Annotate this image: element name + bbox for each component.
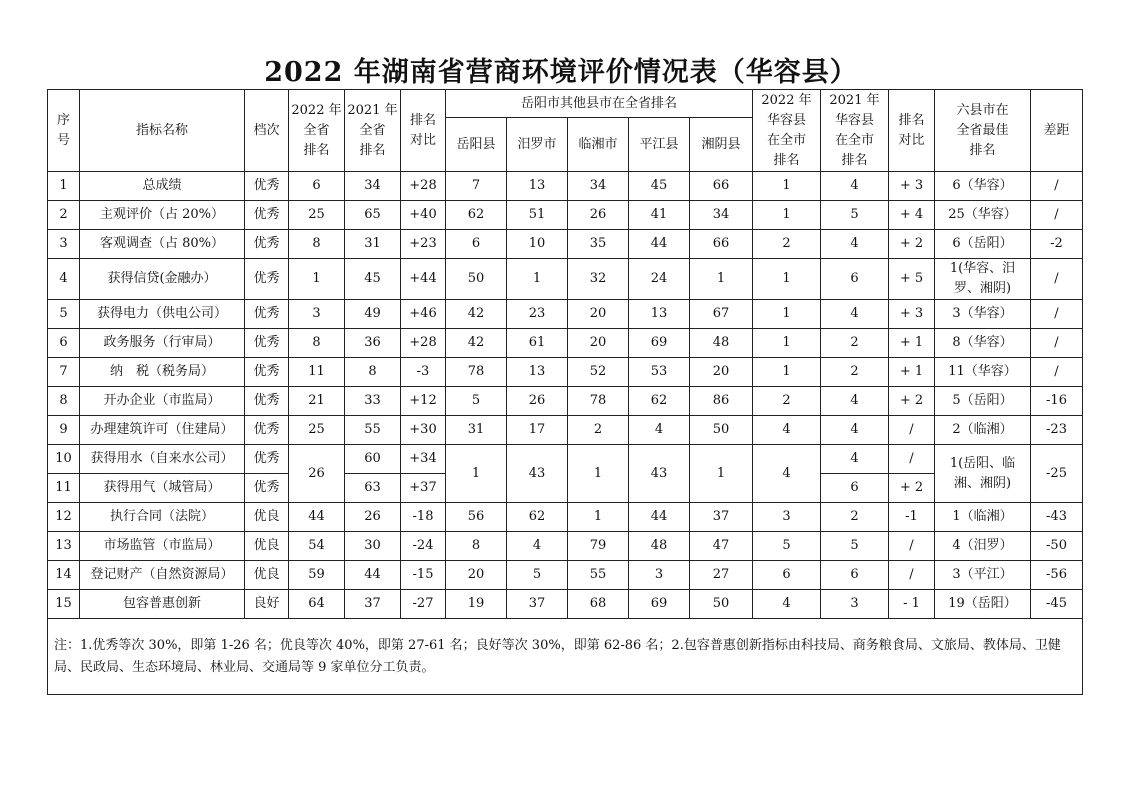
cell-linxiang: 1: [568, 503, 629, 532]
cell-pingjiang: 48: [629, 532, 690, 561]
cell-xiangyin: 1: [690, 445, 753, 503]
cell-city2021: 2: [821, 503, 889, 532]
cell-seq: 5: [48, 300, 80, 329]
cell-best-rank: 1（临湘）: [935, 503, 1031, 532]
cell-grade: 优秀: [245, 474, 289, 503]
cell-linxiang: 55: [568, 561, 629, 590]
cell-rank2022: 3: [289, 300, 345, 329]
cell-gap: -2: [1031, 230, 1083, 259]
cell-best-rank: 11（华容）: [935, 358, 1031, 387]
cell-linxiang: 52: [568, 358, 629, 387]
cell-rank2022: 25: [289, 416, 345, 445]
cell-city2022: 1: [753, 358, 821, 387]
cell-indicator-name: 开办企业（市监局）: [80, 387, 245, 416]
cell-city2022: 1: [753, 201, 821, 230]
cell-city2021: 4: [821, 387, 889, 416]
cell-grade: 优秀: [245, 358, 289, 387]
cell-linxiang: 78: [568, 387, 629, 416]
cell-city2022: 1: [753, 172, 821, 201]
cell-city2021: 5: [821, 532, 889, 561]
cell-pingjiang: 44: [629, 230, 690, 259]
cell-rank2022: 64: [289, 590, 345, 619]
cell-rank2022: 21: [289, 387, 345, 416]
cell-gap: /: [1031, 201, 1083, 230]
cell-linxiang: 34: [568, 172, 629, 201]
cell-grade: 优良: [245, 561, 289, 590]
cell-indicator-name: 执行合同（法院）: [80, 503, 245, 532]
evaluation-table: [47, 89, 1083, 695]
cell-seq: 2: [48, 201, 80, 230]
table-row: [48, 445, 1083, 474]
cell-pingjiang: 3: [629, 561, 690, 590]
header-rank2021: 2021 年 全省 排名: [345, 90, 401, 172]
cell-grade: 优秀: [245, 230, 289, 259]
cell-city2022: 1: [753, 300, 821, 329]
cell-grade: 优秀: [245, 259, 289, 300]
header-seq: 序 号: [48, 90, 80, 172]
cell-rank2021: 55: [345, 416, 401, 445]
cell-rank-compare: +40: [401, 201, 446, 230]
cell-rank2021: 8: [345, 358, 401, 387]
cell-city-compare: + 3: [889, 300, 935, 329]
cell-indicator-name: 政务服务（行审局）: [80, 329, 245, 358]
cell-linxiang: 20: [568, 329, 629, 358]
cell-yueyang: 78: [446, 358, 507, 387]
cell-rank2021: 34: [345, 172, 401, 201]
cell-city-compare: /: [889, 416, 935, 445]
cell-xiangyin: 50: [690, 590, 753, 619]
cell-pingjiang: 4: [629, 416, 690, 445]
cell-rank2022: 8: [289, 329, 345, 358]
cell-city2022: 5: [753, 532, 821, 561]
header-grade: 档次: [245, 90, 289, 172]
cell-gap: /: [1031, 300, 1083, 329]
cell-city2022: 2: [753, 387, 821, 416]
cell-miluo: 17: [507, 416, 568, 445]
cell-linxiang: 32: [568, 259, 629, 300]
cell-indicator-name: 获得用水（自来水公司）: [80, 445, 245, 474]
cell-linxiang: 20: [568, 300, 629, 329]
cell-city2022: 6: [753, 561, 821, 590]
cell-pingjiang: 41: [629, 201, 690, 230]
cell-yueyang: 20: [446, 561, 507, 590]
header-name: 指标名称: [80, 90, 245, 172]
cell-gap: -16: [1031, 387, 1083, 416]
header-county: 汨罗市: [507, 118, 568, 172]
cell-city2021: 4: [821, 416, 889, 445]
cell-best-rank: 4（汨罗）: [935, 532, 1031, 561]
header-rank2022: 2022 年 全省 排名: [289, 90, 345, 172]
cell-city2022: 4: [753, 445, 821, 503]
cell-rank2022: 59: [289, 561, 345, 590]
cell-indicator-name: 客观调查（占 80%）: [80, 230, 245, 259]
cell-pingjiang: 69: [629, 329, 690, 358]
cell-rank2022: 6: [289, 172, 345, 201]
cell-rank2021: 30: [345, 532, 401, 561]
cell-miluo: 5: [507, 561, 568, 590]
header-group: 岳阳市其他县市在全省排名: [446, 90, 753, 118]
cell-yueyang: 42: [446, 329, 507, 358]
cell-rank-compare: -15: [401, 561, 446, 590]
cell-city2021: 4: [821, 300, 889, 329]
cell-xiangyin: 66: [690, 172, 753, 201]
cell-grade: 优秀: [245, 387, 289, 416]
cell-indicator-name: 主观评价（占 20%）: [80, 201, 245, 230]
cell-gap: -45: [1031, 590, 1083, 619]
cell-city-compare: + 2: [889, 474, 935, 503]
cell-rank-compare: -24: [401, 532, 446, 561]
note-row: [48, 619, 1083, 695]
table-note: 注：1.优秀等次 30%，即第 1-26 名；优良等次 40%，即第 27-61 名；良好等次 30%，即第 62-86 名；2.包容普惠创新指标由科技局、商务粮食局、文旅局、教体局、卫健局、民政局、生态环境局、林业局、交通局等 9 家单位分工负责。: [48, 619, 1083, 695]
cell-miluo: 1: [507, 259, 568, 300]
table-row: [48, 387, 1083, 416]
cell-seq: 3: [48, 230, 80, 259]
cell-city-compare: + 2: [889, 387, 935, 416]
cell-rank2021: 63: [345, 474, 401, 503]
cell-seq: 8: [48, 387, 80, 416]
cell-seq: 7: [48, 358, 80, 387]
cell-rank-compare: -3: [401, 358, 446, 387]
cell-city2021: 6: [821, 259, 889, 300]
cell-city-compare: + 1: [889, 358, 935, 387]
cell-yueyang: 31: [446, 416, 507, 445]
cell-city2022: 1: [753, 329, 821, 358]
cell-best-rank: 3（平江）: [935, 561, 1031, 590]
cell-linxiang: 1: [568, 445, 629, 503]
cell-best-rank: 2（临湘）: [935, 416, 1031, 445]
cell-seq: 11: [48, 474, 80, 503]
cell-pingjiang: 45: [629, 172, 690, 201]
cell-xiangyin: 50: [690, 416, 753, 445]
cell-city2021: 6: [821, 474, 889, 503]
cell-city2021: 5: [821, 201, 889, 230]
cell-xiangyin: 47: [690, 532, 753, 561]
cell-pingjiang: 53: [629, 358, 690, 387]
table-row: [48, 300, 1083, 329]
cell-rank2022: 11: [289, 358, 345, 387]
cell-linxiang: 26: [568, 201, 629, 230]
cell-gap: -25: [1031, 445, 1083, 503]
cell-miluo: 23: [507, 300, 568, 329]
cell-rank2021: 37: [345, 590, 401, 619]
cell-grade: 优良: [245, 503, 289, 532]
cell-linxiang: 35: [568, 230, 629, 259]
cell-rank2021: 65: [345, 201, 401, 230]
cell-xiangyin: 37: [690, 503, 753, 532]
cell-best-rank: 19（岳阳）: [935, 590, 1031, 619]
cell-city2021: 3: [821, 590, 889, 619]
cell-city2022: 4: [753, 416, 821, 445]
cell-rank-compare: +46: [401, 300, 446, 329]
cell-best-rank: 1(华容、汨 罗、湘阴): [935, 259, 1031, 300]
cell-rank2022: 26: [289, 445, 345, 503]
header-county: 岳阳县: [446, 118, 507, 172]
cell-xiangyin: 67: [690, 300, 753, 329]
cell-yueyang: 19: [446, 590, 507, 619]
cell-yueyang: 1: [446, 445, 507, 503]
cell-seq: 10: [48, 445, 80, 474]
table-row: [48, 329, 1083, 358]
cell-rank-compare: -18: [401, 503, 446, 532]
cell-rank2021: 44: [345, 561, 401, 590]
cell-pingjiang: 24: [629, 259, 690, 300]
cell-rank-compare: +23: [401, 230, 446, 259]
cell-city2021: 4: [821, 445, 889, 474]
cell-city2021: 4: [821, 172, 889, 201]
cell-linxiang: 79: [568, 532, 629, 561]
header-city-compare: 排名 对比: [889, 90, 935, 172]
cell-grade: 优秀: [245, 300, 289, 329]
cell-city-compare: + 5: [889, 259, 935, 300]
cell-city-compare: - 1: [889, 590, 935, 619]
cell-seq: 14: [48, 561, 80, 590]
cell-city-compare: + 2: [889, 230, 935, 259]
cell-miluo: 4: [507, 532, 568, 561]
cell-seq: 4: [48, 259, 80, 300]
cell-city2021: 2: [821, 358, 889, 387]
cell-rank-compare: +28: [401, 329, 446, 358]
cell-yueyang: 6: [446, 230, 507, 259]
table-row: [48, 416, 1083, 445]
table-row: [48, 230, 1083, 259]
cell-indicator-name: 获得用气（城管局）: [80, 474, 245, 503]
cell-grade: 优秀: [245, 445, 289, 474]
cell-seq: 1: [48, 172, 80, 201]
cell-yueyang: 5: [446, 387, 507, 416]
cell-gap: -50: [1031, 532, 1083, 561]
cell-pingjiang: 44: [629, 503, 690, 532]
cell-xiangyin: 86: [690, 387, 753, 416]
cell-city-compare: -1: [889, 503, 935, 532]
table-row: [48, 503, 1083, 532]
cell-gap: /: [1031, 358, 1083, 387]
cell-miluo: 13: [507, 172, 568, 201]
cell-rank2021: 60: [345, 445, 401, 474]
cell-indicator-name: 总成绩: [80, 172, 245, 201]
cell-xiangyin: 48: [690, 329, 753, 358]
cell-yueyang: 50: [446, 259, 507, 300]
cell-miluo: 26: [507, 387, 568, 416]
header-compare: 排名 对比: [401, 90, 446, 172]
cell-city2022: 1: [753, 259, 821, 300]
cell-rank-compare: +37: [401, 474, 446, 503]
cell-miluo: 61: [507, 329, 568, 358]
cell-yueyang: 7: [446, 172, 507, 201]
cell-grade: 优秀: [245, 416, 289, 445]
cell-gap: /: [1031, 329, 1083, 358]
cell-grade: 优良: [245, 532, 289, 561]
cell-rank2022: 25: [289, 201, 345, 230]
cell-miluo: 13: [507, 358, 568, 387]
cell-indicator-name: 包容普惠创新: [80, 590, 245, 619]
cell-yueyang: 8: [446, 532, 507, 561]
cell-city-compare: + 3: [889, 172, 935, 201]
cell-grade: 优秀: [245, 201, 289, 230]
page-title: 2022 年湖南省营商环境评价情况表（华容县）: [264, 57, 858, 88]
cell-rank2021: 45: [345, 259, 401, 300]
table-row: [48, 172, 1083, 201]
cell-seq: 9: [48, 416, 80, 445]
cell-gap: /: [1031, 172, 1083, 201]
cell-seq: 6: [48, 329, 80, 358]
table-row: [48, 358, 1083, 387]
cell-best-rank: 25（华容）: [935, 201, 1031, 230]
cell-xiangyin: 34: [690, 201, 753, 230]
table-row: [48, 532, 1083, 561]
cell-rank2022: 8: [289, 230, 345, 259]
cell-city-compare: /: [889, 561, 935, 590]
cell-city2022: 2: [753, 230, 821, 259]
cell-linxiang: 68: [568, 590, 629, 619]
table-row: [48, 259, 1083, 300]
cell-miluo: 62: [507, 503, 568, 532]
cell-gap: -56: [1031, 561, 1083, 590]
cell-best-rank: 6（华容）: [935, 172, 1031, 201]
cell-best-rank: 5（岳阳）: [935, 387, 1031, 416]
cell-indicator-name: 登记财产（自然资源局）: [80, 561, 245, 590]
header-gap: 差距: [1031, 90, 1083, 172]
cell-rank-compare: -27: [401, 590, 446, 619]
cell-city2021: 4: [821, 230, 889, 259]
cell-yueyang: 62: [446, 201, 507, 230]
cell-xiangyin: 27: [690, 561, 753, 590]
cell-city2021: 2: [821, 329, 889, 358]
table-row: [48, 201, 1083, 230]
cell-city-compare: + 1: [889, 329, 935, 358]
header-county: 平江县: [629, 118, 690, 172]
cell-miluo: 37: [507, 590, 568, 619]
cell-city-compare: /: [889, 445, 935, 474]
header-county: 临湘市: [568, 118, 629, 172]
cell-indicator-name: 获得电力（供电公司）: [80, 300, 245, 329]
cell-rank2022: 44: [289, 503, 345, 532]
cell-xiangyin: 66: [690, 230, 753, 259]
cell-seq: 13: [48, 532, 80, 561]
cell-grade: 优秀: [245, 329, 289, 358]
cell-indicator-name: 市场监管（市监局）: [80, 532, 245, 561]
cell-rank-compare: +28: [401, 172, 446, 201]
cell-city2021: 6: [821, 561, 889, 590]
cell-grade: 优秀: [245, 172, 289, 201]
header-best: 六县市在 全省最佳 排名: [935, 90, 1031, 172]
header-city2021: 2021 年 华容县 在全市 排名: [821, 90, 889, 172]
cell-miluo: 10: [507, 230, 568, 259]
cell-rank2021: 49: [345, 300, 401, 329]
cell-pingjiang: 62: [629, 387, 690, 416]
cell-indicator-name: 办理建筑许可（住建局）: [80, 416, 245, 445]
cell-city-compare: /: [889, 532, 935, 561]
cell-miluo: 43: [507, 445, 568, 503]
cell-rank-compare: +44: [401, 259, 446, 300]
cell-city2022: 4: [753, 590, 821, 619]
cell-best-rank: 8（华容）: [935, 329, 1031, 358]
cell-best-rank: 1(岳阳、临 湘、湘阴): [935, 445, 1031, 503]
cell-grade: 良好: [245, 590, 289, 619]
cell-xiangyin: 20: [690, 358, 753, 387]
cell-gap: -43: [1031, 503, 1083, 532]
cell-rank-compare: +34: [401, 445, 446, 474]
cell-gap: /: [1031, 259, 1083, 300]
cell-xiangyin: 1: [690, 259, 753, 300]
cell-pingjiang: 69: [629, 590, 690, 619]
cell-best-rank: 3（华容）: [935, 300, 1031, 329]
cell-best-rank: 6（岳阳）: [935, 230, 1031, 259]
cell-seq: 12: [48, 503, 80, 532]
cell-city-compare: + 4: [889, 201, 935, 230]
cell-rank2021: 31: [345, 230, 401, 259]
cell-rank2022: 54: [289, 532, 345, 561]
cell-city2022: 3: [753, 503, 821, 532]
cell-rank2022: 1: [289, 259, 345, 300]
cell-yueyang: 56: [446, 503, 507, 532]
cell-rank-compare: +30: [401, 416, 446, 445]
table-row: [48, 561, 1083, 590]
header-county: 湘阴县: [690, 118, 753, 172]
cell-miluo: 51: [507, 201, 568, 230]
cell-yueyang: 42: [446, 300, 507, 329]
cell-linxiang: 2: [568, 416, 629, 445]
cell-indicator-name: 获得信贷(金融办）: [80, 259, 245, 300]
cell-pingjiang: 43: [629, 445, 690, 503]
cell-seq: 15: [48, 590, 80, 619]
cell-pingjiang: 13: [629, 300, 690, 329]
cell-gap: -23: [1031, 416, 1083, 445]
header-city2022: 2022 年 华容县 在全市 排名: [753, 90, 821, 172]
cell-rank-compare: +12: [401, 387, 446, 416]
cell-rank2021: 26: [345, 503, 401, 532]
cell-rank2021: 33: [345, 387, 401, 416]
cell-rank2021: 36: [345, 329, 401, 358]
header-row-1: [48, 90, 1083, 118]
table-row: [48, 590, 1083, 619]
cell-indicator-name: 纳 税（税务局）: [80, 358, 245, 387]
